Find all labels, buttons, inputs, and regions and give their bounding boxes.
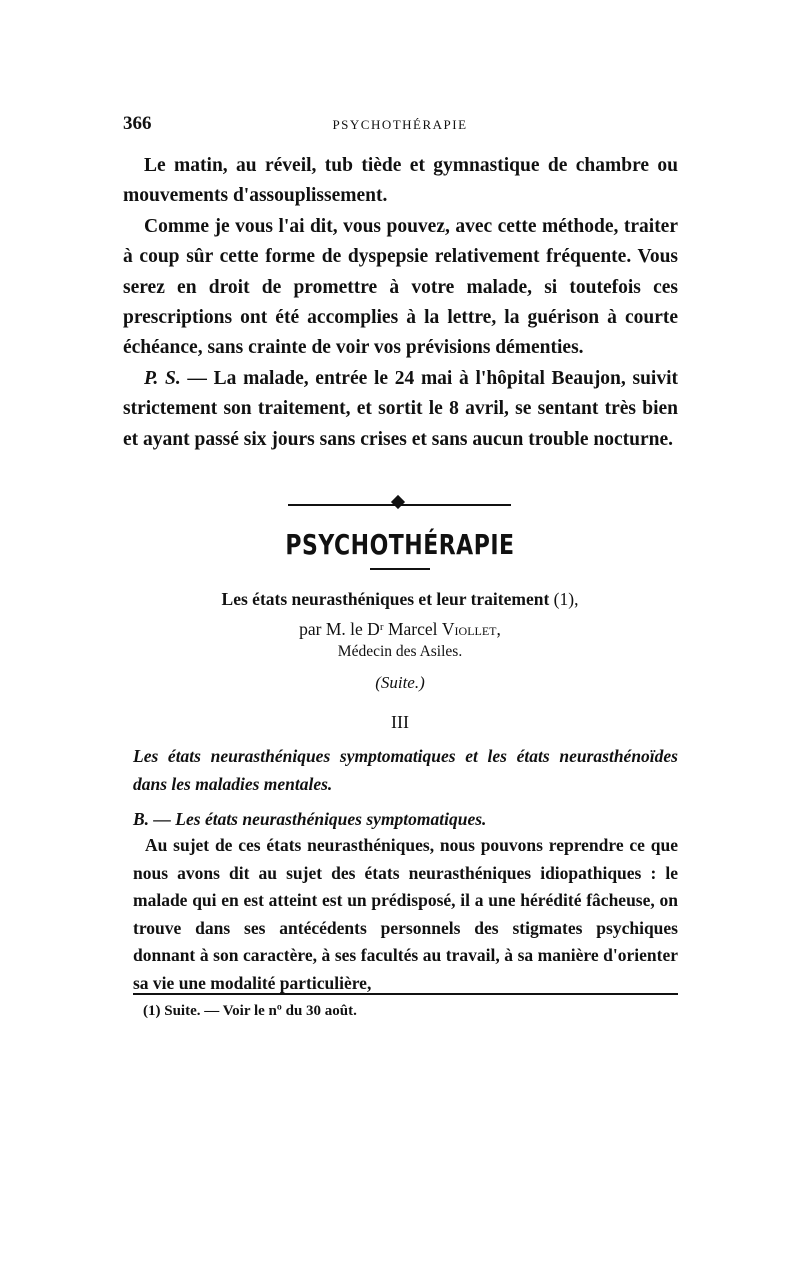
paragraph-morning-routine: Le matin, au réveil, tub tiède et gymnastique de chambre ou mouvements d'assouplissement.: [123, 155, 678, 207]
section-title: PSYCHOTHÉRAPIE: [285, 530, 515, 562]
page-number: 366: [123, 113, 152, 134]
postscript-label: P. S.: [144, 367, 181, 389]
footnote: (1) Suite. — Voir le nº du 30 août.: [143, 1003, 357, 1019]
paragraph-postscript: [123, 364, 678, 455]
postscript-text: — La malade, entrée le 24 mai à l'hôpital Beaujon, suivit strictement son traitement, et sortit le 8 avril, se sentant très bien et ayant passé six jours sans crises et sans aucun trouble nocturne.: [123, 367, 678, 450]
article-title: [0, 589, 800, 610]
byline: [0, 619, 800, 640]
top-section: [123, 151, 678, 455]
running-title: PSYCHOTHÉRAPIE: [332, 117, 468, 132]
continued-note: (Suite.): [375, 673, 425, 692]
subsection-heading: B. — Les états neurasthéniques symptomatiques.: [133, 809, 487, 829]
body-paragraph: Au sujet de ces états neurasthéniques, nous pouvons reprendre ce que nous avons dit au sujet des états neurasthéniques idiopathiques : le malade qui en est atteint est un prédisposé, il a une hérédité fâcheuse, on trouve dans ses antécédents personnels des stigmates psychiques donnant à son caractère, à ses facultés au travail, à sa manière d'orienter sa vie une modalité particulière,: [133, 835, 678, 993]
paragraph-method: Comme je vous l'ai dit, vous pouvez, avec cette méthode, traiter à coup sûr cette forme de dyspepsie relativement fréquente. Vous serez en droit de promettre à votre malade, si toutefois ces prescriptions ont été accomplies à la lettre, la guérison à courte échéance, sans crainte de voir vos prévisions démenties.: [123, 215, 678, 359]
footnote-rule: [133, 993, 678, 995]
chapter-title: Les états neurasthéniques symptomatiques et les états neurasthénoïdes dans les maladies mentales.: [133, 746, 678, 794]
title-rule: [370, 568, 430, 570]
chapter-number: III: [391, 712, 409, 732]
chapter-body: [133, 832, 678, 997]
article-title-text: Les états neurasthéniques et leur traitement: [221, 589, 550, 609]
author-affiliation: Médecin des Asiles.: [337, 643, 463, 660]
byline-prefix: par M. le Dʳ Marcel: [299, 619, 442, 639]
author-surname: Viollet,: [441, 619, 501, 639]
footnote-reference: (1),: [549, 589, 579, 609]
divider-ornament: [391, 495, 405, 509]
running-head: [123, 113, 677, 137]
